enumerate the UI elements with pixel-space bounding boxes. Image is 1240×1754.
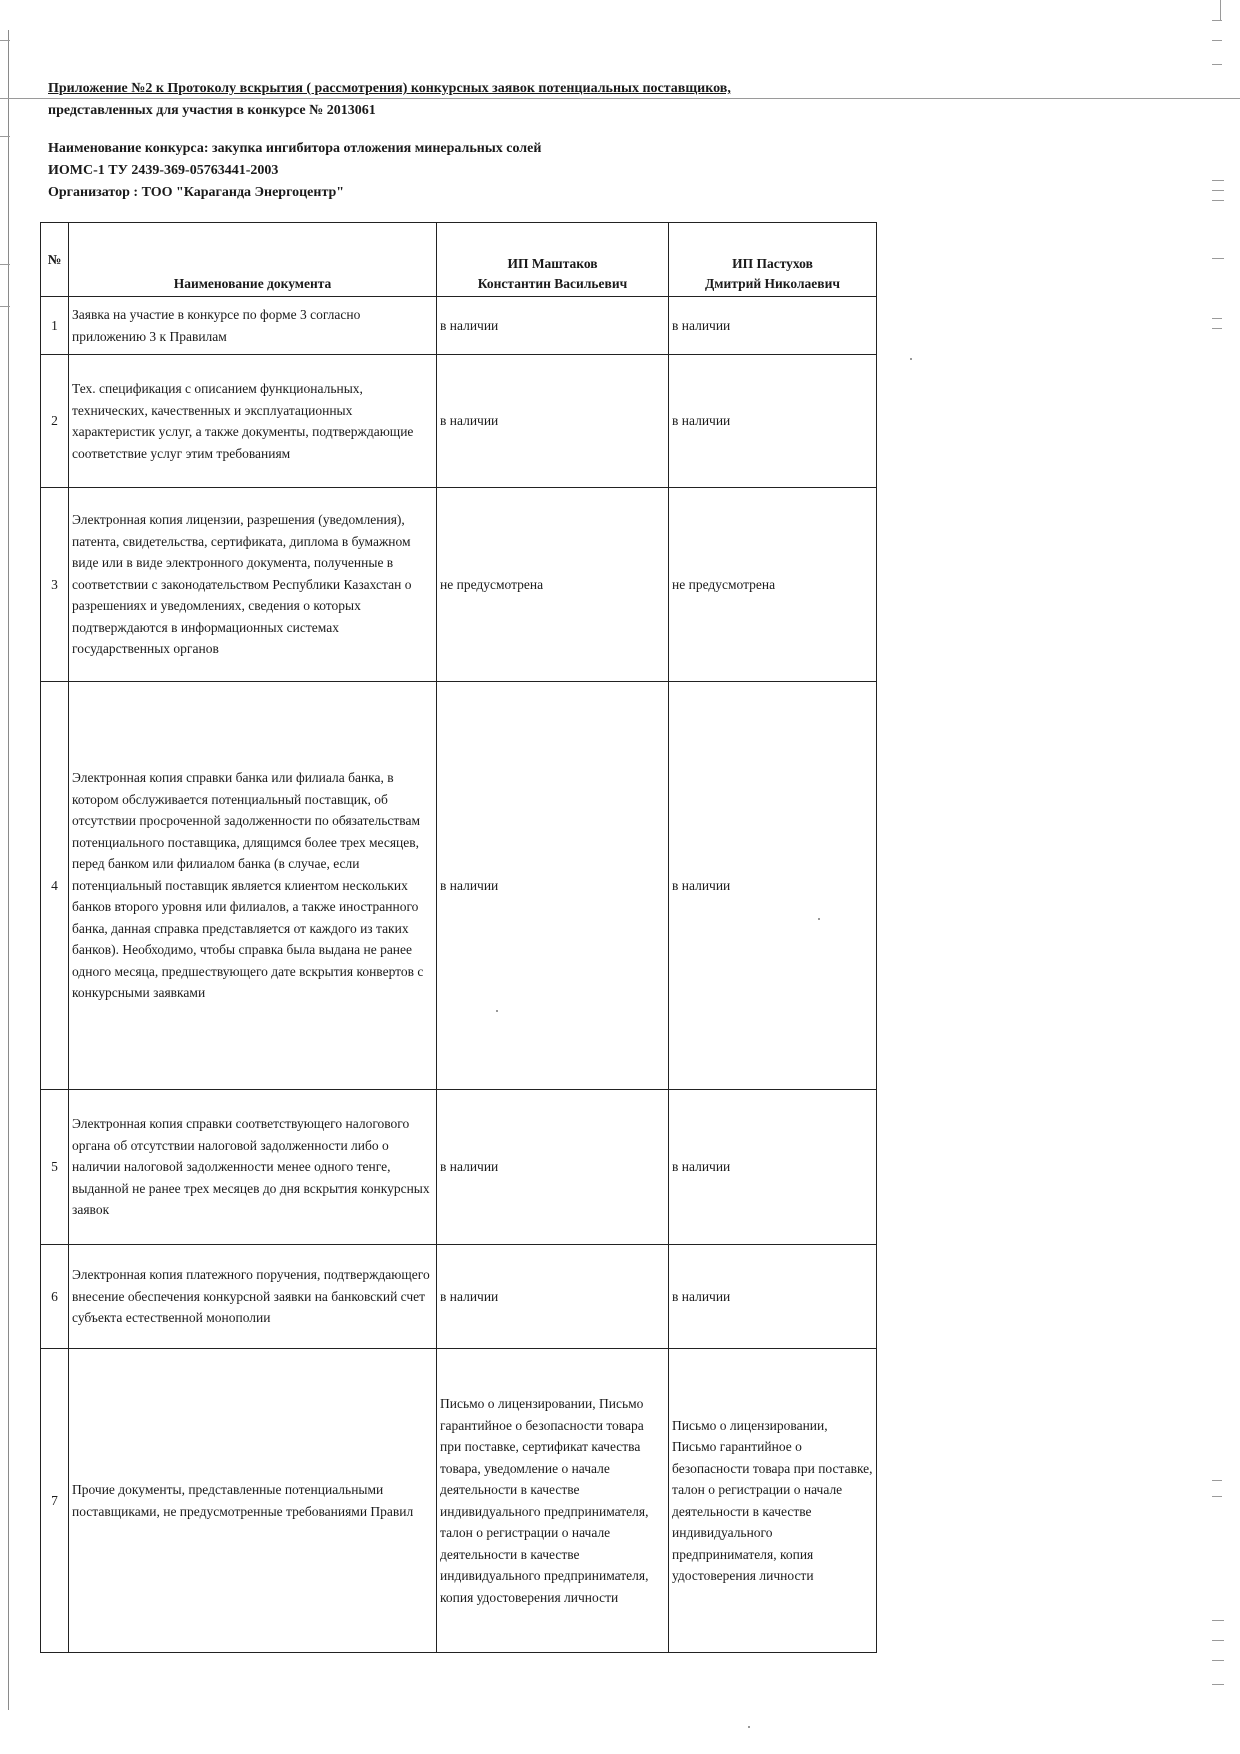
document-name-cell: Электронная копия справки банка или филиала банка, в котором обслуживается потенциальный поставщик, об отсутствии просроченной задолженности по обязательствам потенциального поставщика, длящимся более трех месяцев, перед банком или филиалом банка (в случае, если потенциальный поставщик является клиентом нескольких банков второго уровня или филиалов, а также иностранного банка, данная справка представляется от каждого из таких банков). Необходимо, чтобы справка была выдана не ранее одного месяца, предшествующего дате вскрытия конвертов с конкурсными заявками — [69, 682, 437, 1090]
document-header — [48, 78, 1048, 204]
supplier-2-status-cell: в наличии — [669, 297, 877, 355]
supplier-2-status-cell: в наличии — [669, 355, 877, 488]
column-header-supplier-1 — [437, 223, 669, 297]
scan-margin-mark — [1212, 200, 1224, 201]
supplier-2-status-cell: Письмо о лицензировании, Письмо гарантийное о безопасности товара при поставке, талон о регистрации о начале деятельности в качестве индивидуального предпринимателя, копия удостоверения личности — [669, 1349, 877, 1653]
scan-margin-mark — [0, 264, 10, 265]
document-name-cell: Электронная копия справки соответствующего налогового органа об отсутствии налоговой задолженности либо о наличии налоговой задолженности менее одного тенге, выданной не ранее трех месяцев до дня вскрытия конкурсных заявок — [69, 1090, 437, 1245]
column-header-supplier-2 — [669, 223, 877, 297]
supplier-2-status-cell: в наличии — [669, 1090, 877, 1245]
document-name-cell: Электронная копия лицензии, разрешения (уведомления), патента, свидетельства, сертификата, диплома в бумажном виде или в виде электронного документа, полученные в соответствии с законодательством Республики Казахстан о разрешениях и уведомлениях, сведения о которых подтверждаются в информационных системах государственных органов — [69, 488, 437, 682]
scan-margin-mark — [1212, 1496, 1222, 1497]
table-row — [41, 682, 877, 1090]
table-header-row — [41, 223, 877, 297]
supplier-2-status-cell: в наличии — [669, 682, 877, 1090]
scan-margin-mark — [1212, 40, 1222, 41]
scan-speck — [910, 358, 912, 360]
scan-margin-mark — [1212, 64, 1222, 65]
header-product-code: ИОМС-1 ТУ 2439-369-05763441-2003 — [48, 163, 279, 178]
scan-margin-mark — [1220, 0, 1221, 20]
scan-margin-mark — [1212, 180, 1224, 181]
scan-margin-mark — [1212, 1640, 1224, 1641]
scan-margin-mark — [1212, 328, 1222, 329]
row-number: 2 — [41, 355, 69, 488]
table-row — [41, 355, 877, 488]
row-number: 1 — [41, 297, 69, 355]
table-row — [41, 488, 877, 682]
scan-margin-mark — [0, 40, 10, 41]
column-header-document-name: Наименование документа — [69, 223, 437, 297]
table-row — [41, 1245, 877, 1349]
documents-table — [40, 222, 877, 1653]
document-name-cell: Прочие документы, представленные потенциальными поставщиками, не предусмотренные требованиями Правил — [69, 1349, 437, 1653]
scan-margin-mark — [0, 306, 10, 307]
scan-edge-line — [8, 30, 9, 1710]
header-title-line2: представленных для участия в конкурсе № 2013061 — [48, 103, 376, 118]
scan-margin-mark — [1212, 1620, 1224, 1621]
supplier-1-status-cell: в наличии — [437, 1245, 669, 1349]
row-number: 3 — [41, 488, 69, 682]
supplier-1-status-cell: в наличии — [437, 355, 669, 488]
supplier-1-name: ИП Маштаков — [507, 256, 598, 271]
header-organizer: Организатор : ТОО "Караганда Энергоцентр" — [48, 185, 345, 200]
row-number: 6 — [41, 1245, 69, 1349]
supplier-1-status-cell: в наличии — [437, 297, 669, 355]
row-number: 4 — [41, 682, 69, 1090]
table-row — [41, 1349, 877, 1653]
supplier-2-patronymic: Дмитрий Николаевич — [705, 276, 840, 291]
header-tender-name: Наименование конкурса: закупка ингибитора отложения минеральных солей — [48, 141, 542, 156]
table-row — [41, 1090, 877, 1245]
document-name-cell: Тех. спецификация с описанием функциональных, технических, качественных и эксплуатационных характеристик услуг, а также документы, подтверждающие соответствие услуг этим требованиям — [69, 355, 437, 488]
scan-margin-mark — [0, 136, 10, 137]
scan-margin-mark — [1212, 258, 1224, 259]
scan-margin-mark — [1212, 318, 1222, 319]
supplier-2-status-cell: не предусмотрена — [669, 488, 877, 682]
supplier-1-patronymic: Константин Васильевич — [477, 276, 628, 291]
header-title-line1: Приложение №2 к Протоколу вскрытия ( рассмотрения) конкурсных заявок потенциальных поставщиков, — [48, 81, 731, 96]
scan-margin-mark — [1212, 190, 1224, 191]
document-name-cell: Электронная копия платежного поручения, подтверждающего внесение обеспечения конкурсной заявки на банковский счет субъекта естественной монополии — [69, 1245, 437, 1349]
supplier-2-status-cell: в наличии — [669, 1245, 877, 1349]
scan-margin-mark — [1212, 1660, 1224, 1661]
table-row — [41, 297, 877, 355]
scan-margin-mark — [1212, 1480, 1222, 1481]
supplier-1-status-cell: в наличии — [437, 682, 669, 1090]
row-number: 7 — [41, 1349, 69, 1653]
supplier-1-status-cell: Письмо о лицензировании, Письмо гарантийное о безопасности товара при поставке, сертификат качества товара, уведомление о начале деятельности в качестве индивидуального предпринимателя, талон о регистрации о начале деятельности в качестве индивидуального предпринимателя, копия удостоверения личности — [437, 1349, 669, 1653]
scan-margin-mark — [1212, 1684, 1224, 1685]
scan-speck — [748, 1726, 750, 1728]
supplier-1-status-cell: не предусмотрена — [437, 488, 669, 682]
document-name-cell: Заявка на участие в конкурсе по форме 3 согласно приложению 3 к Правилам — [69, 297, 437, 355]
column-header-number: № — [41, 223, 69, 297]
supplier-1-status-cell: в наличии — [437, 1090, 669, 1245]
scan-margin-mark — [1212, 20, 1222, 21]
row-number: 5 — [41, 1090, 69, 1245]
supplier-2-name: ИП Пастухов — [732, 256, 813, 271]
